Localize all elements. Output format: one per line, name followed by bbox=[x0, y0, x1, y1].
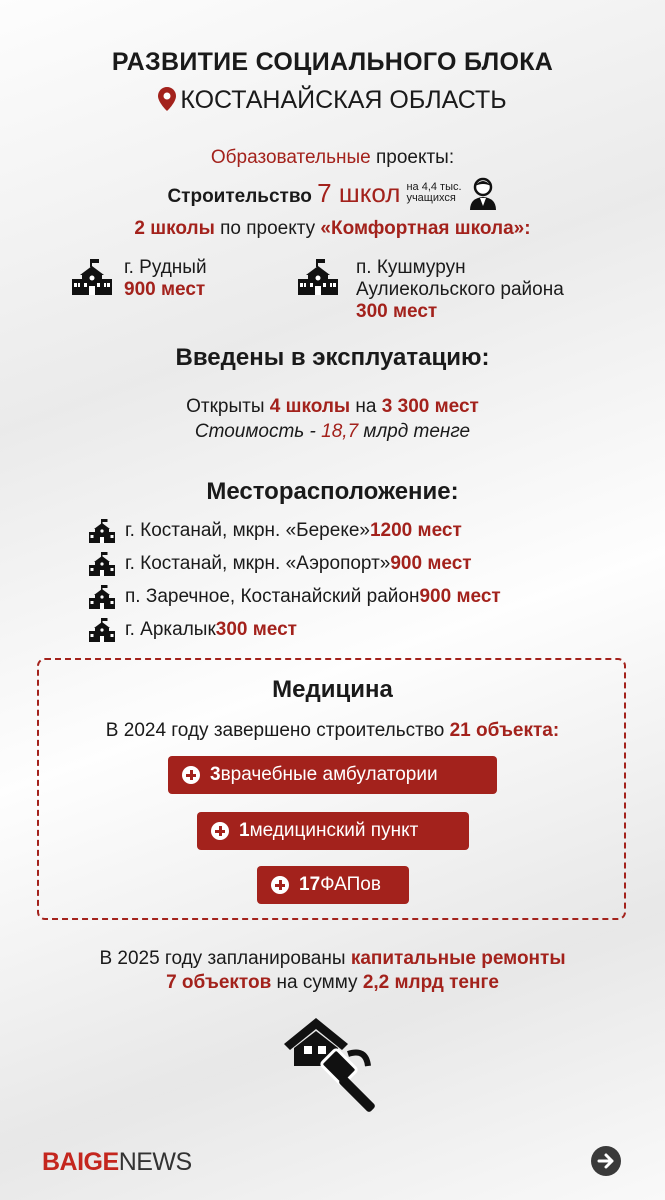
school-building-icon bbox=[89, 552, 115, 576]
medicine-item-ambulatory: 3 врачебные амбулатории bbox=[168, 756, 497, 794]
student-icon bbox=[468, 176, 498, 210]
education-heading: Образовательные проекты: bbox=[210, 147, 455, 168]
medicine-item-fap: 17 ФАПов bbox=[257, 866, 409, 904]
medicine-line: В 2024 году завершено строительство 21 объекта: bbox=[105, 720, 560, 741]
construction-line: Строительство 7 школ на 4,4 тыс. учащихся bbox=[0, 176, 665, 210]
house-repair-icon bbox=[282, 1014, 384, 1116]
school-building-icon bbox=[89, 519, 115, 543]
plan-line-1: В 2025 году запланированы капитальные ремонты bbox=[99, 948, 566, 969]
next-button[interactable] bbox=[591, 1146, 621, 1176]
location-item: г. Костанай, мкрн. «Береке» 1200 мест bbox=[89, 519, 462, 543]
comfort-school-line: 2 школы по проекту «Комфортная школа»: bbox=[134, 218, 531, 239]
cost-line: Стоимость - 18,7 млрд тенге bbox=[194, 421, 471, 442]
school-building-icon bbox=[72, 259, 112, 297]
pupils-note: на 4,4 тыс. учащихся bbox=[406, 181, 462, 204]
plus-icon bbox=[271, 876, 289, 894]
school-kushmurun: п. Кушмурун Аулиекольского района 300 мест bbox=[298, 257, 564, 323]
brand-logo: BAIGENEWS bbox=[42, 1148, 192, 1176]
school-building-icon bbox=[89, 585, 115, 609]
medicine-item-point: 1 медицинский пункт bbox=[197, 812, 469, 850]
region-label: КОСТАНАЙСКАЯ ОБЛАСТЬ bbox=[180, 86, 507, 114]
school-building-icon bbox=[298, 259, 338, 297]
location-pin-icon bbox=[158, 87, 176, 111]
opened-line: Открыты 4 школы на 3 300 мест bbox=[186, 396, 479, 417]
location-item: п. Заречное, Костанайский район 900 мест bbox=[89, 585, 501, 609]
plus-icon bbox=[211, 822, 229, 840]
school-rudny: г. Рудный 900 мест bbox=[72, 257, 207, 301]
plan-line-2: 7 объектов на сумму 2,2 млрд тенге bbox=[166, 972, 499, 993]
page-title: РАЗВИТИЕ СОЦИАЛЬНОГО БЛОКА bbox=[111, 48, 554, 76]
school-building-icon bbox=[89, 618, 115, 642]
region-title bbox=[0, 86, 665, 115]
location-item: г. Костанай, мкрн. «Аэропорт» 900 мест bbox=[89, 552, 472, 576]
location-item: г. Аркалык 300 мест bbox=[89, 618, 297, 642]
commissioned-heading: Введены в эксплуатацию: bbox=[175, 344, 490, 371]
arrow-right-icon bbox=[591, 1146, 621, 1176]
medicine-heading: Медицина bbox=[272, 676, 393, 703]
plus-icon bbox=[182, 766, 200, 784]
locations-heading: Месторасположение: bbox=[206, 478, 459, 505]
